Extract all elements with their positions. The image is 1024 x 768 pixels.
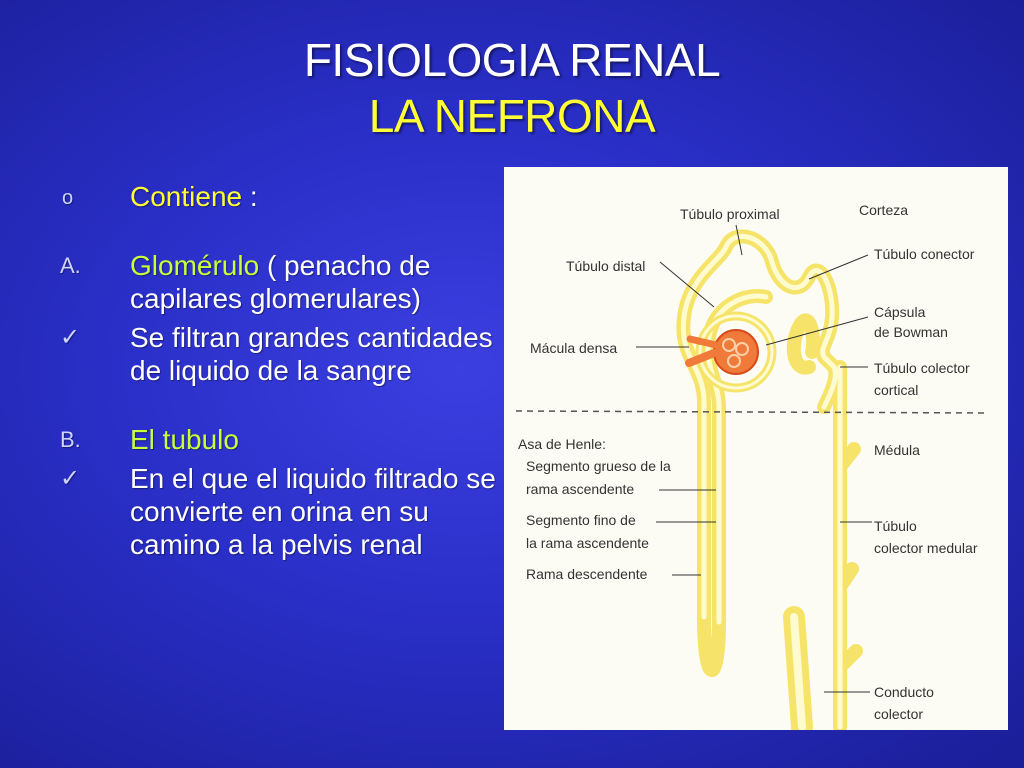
label-seg-fino-2: la rama ascendente <box>526 535 649 551</box>
label-asa-henle: Asa de Henle: <box>518 436 606 452</box>
label-seg-grueso-2: rama ascendente <box>526 481 635 497</box>
label-rama-descendente: Rama descendente <box>526 566 648 582</box>
list-item-glomerulo <box>60 249 500 315</box>
list-item-orina <box>60 462 500 561</box>
keyword-glomerulo: Glomérulo <box>130 250 260 281</box>
circle-bullet-icon: o <box>62 187 74 209</box>
list-item-contiene <box>60 180 500 213</box>
label-conducto-2: colector <box>874 706 924 722</box>
label-seg-grueso-1: Segmento grueso de la <box>526 458 671 474</box>
glomerulo-description: ( penacho de capilares glomerulares) <box>130 250 431 314</box>
keyword-contiene: Contiene <box>130 181 243 212</box>
slide-subtitle: LA NEFRONA <box>368 90 656 142</box>
orina-text: En el que el liquido filtrado se convierte en orina en su camino a la pelvis renal <box>130 463 496 560</box>
section-marker-a: A. <box>60 253 81 278</box>
label-seg-fino-1: Segmento fino de <box>526 512 636 528</box>
slide-title-block <box>0 32 1024 144</box>
section-marker-b: B. <box>60 427 81 452</box>
list-item-tubulo <box>60 423 500 456</box>
check-icon: ✓ <box>60 324 81 351</box>
label-colector-medular-1: Túbulo <box>874 518 917 534</box>
label-tubulo-proximal: Túbulo proximal <box>680 206 780 222</box>
label-colector-medular-2: colector medular <box>874 540 978 556</box>
label-colector-cortical-1: Túbulo colector <box>874 360 970 376</box>
nephron-diagram <box>504 167 1008 730</box>
label-tubulo-distal: Túbulo distal <box>566 258 646 274</box>
nephron-illustration <box>504 167 1008 730</box>
slide-title: FISIOLOGIA RENAL <box>303 34 721 86</box>
label-conducto-1: Conducto <box>874 684 934 700</box>
label-colector-cortical-2: cortical <box>874 382 919 398</box>
filtran-text: Se filtran grandes cantidades de liquido de la sangre <box>130 322 493 386</box>
label-macula-densa: Mácula densa <box>530 340 618 356</box>
contiene-colon: : <box>242 181 258 212</box>
label-capsula-2: de Bowman <box>874 324 948 340</box>
list-item-filtran <box>60 321 500 387</box>
keyword-tubulo: El tubulo <box>130 424 239 455</box>
label-medula: Médula <box>874 442 920 458</box>
bullet-list <box>60 180 500 587</box>
check-icon: ✓ <box>60 465 81 492</box>
label-tubulo-conector: Túbulo conector <box>874 246 975 262</box>
label-corteza: Corteza <box>859 202 909 218</box>
label-capsula-1: Cápsula <box>874 304 926 320</box>
